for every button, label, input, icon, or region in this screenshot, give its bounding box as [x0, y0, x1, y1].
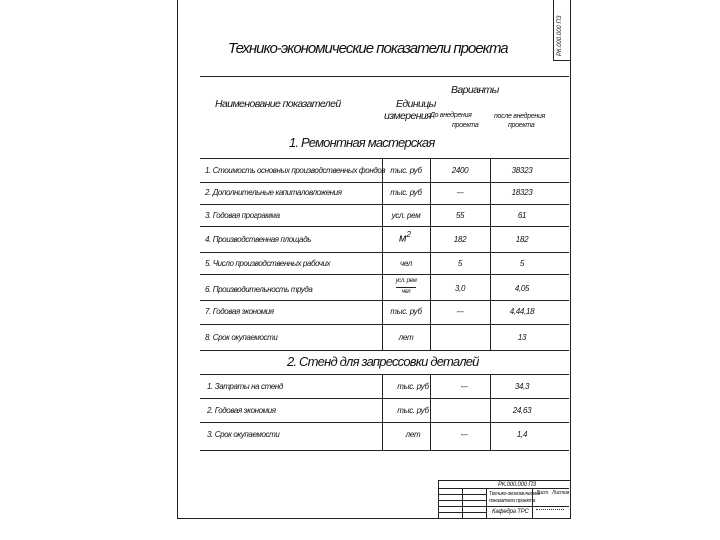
unit-fraction-bar	[396, 287, 416, 288]
row-unit: тыс. руб	[397, 382, 429, 391]
row-name: 7. Годовая экономия	[205, 307, 274, 316]
row-unit: чел	[400, 259, 412, 268]
row-before: 182	[453, 235, 467, 244]
row-before: 3,0	[454, 284, 466, 293]
row-unit: тыс. руб	[390, 166, 422, 175]
header-base-2: проекта	[452, 122, 479, 129]
table-top-border	[200, 76, 569, 77]
row-divider	[200, 422, 569, 423]
row-name: 1. Затраты на стенд	[207, 382, 283, 391]
row-after: 4,44,18	[509, 307, 535, 316]
title-block-line	[438, 506, 569, 507]
row-unit-top: усл. рем	[395, 278, 417, 284]
row-after: 34,3	[514, 382, 530, 391]
row-unit: лет	[398, 333, 414, 342]
row-after: 61	[517, 211, 527, 220]
row-before: ---	[460, 430, 468, 439]
row-name: 3. Срок окупаемости	[207, 430, 280, 439]
doc-code-vertical: РК.000.000 ПЗ	[557, 15, 563, 56]
section-title-stand: 2. Стенд для запрессовки деталей	[287, 354, 479, 369]
row-unit	[399, 230, 411, 245]
row-before: ---	[456, 307, 464, 316]
stamp-signature-marks	[536, 509, 564, 510]
row-divider	[200, 204, 569, 205]
row-unit: тыс. руб	[390, 307, 422, 316]
row-after: 24,63	[512, 406, 532, 415]
row-before: 5	[457, 259, 463, 268]
row-unit: тыс. руб	[390, 188, 422, 197]
row-name: 3. Годовая программа	[205, 211, 280, 220]
row-divider	[200, 450, 569, 451]
row-after: 18323	[511, 188, 533, 197]
row-unit: усл. рем	[391, 211, 421, 220]
row-divider	[200, 182, 569, 183]
row-after: 5	[519, 259, 525, 268]
title-block-line	[462, 488, 463, 518]
header-units-2: измерения	[384, 110, 432, 122]
row-before: 55	[455, 211, 465, 220]
row-divider	[200, 350, 569, 351]
stamp-sheets-label: Листов	[552, 490, 570, 496]
row-name: 2. Годовая экономия	[207, 406, 276, 415]
stamp-caption-1: Технико-экономические	[489, 491, 541, 497]
row-divider	[200, 158, 569, 159]
header-new-1: после внедрения	[494, 113, 545, 120]
header-variants: Варианты	[451, 84, 499, 96]
row-after: 13	[517, 333, 527, 342]
row-name: 2. Дополнительные капиталовложения	[205, 188, 342, 197]
row-name: 1. Стоимость основных производственных фондов	[205, 166, 386, 175]
row-after: 1,4	[516, 430, 528, 439]
row-unit-sup: 2	[406, 230, 411, 239]
row-after: 182	[515, 235, 529, 244]
row-before: ---	[460, 382, 468, 391]
row-before: ---	[456, 188, 464, 197]
column-separator	[490, 158, 491, 350]
row-name: 6. Производительность труда	[205, 285, 313, 294]
row-unit: лет	[405, 430, 421, 439]
row-divider	[200, 398, 569, 399]
row-unit-bottom: чел	[401, 289, 411, 295]
stamp-sheet-label: Лист	[536, 490, 549, 496]
row-after: 4,05	[514, 284, 530, 293]
header-indicator-name: Наименование показателей	[215, 98, 341, 110]
row-unit-text: м	[399, 232, 407, 245]
header-base-1: До внедрения	[430, 112, 472, 119]
row-name: 8. Срок окупаемости	[205, 333, 278, 342]
stamp-org: Кафедра ТРС	[492, 509, 529, 515]
row-name: 5. Число производственных рабочих	[205, 259, 331, 268]
column-separator	[382, 374, 383, 450]
page-title: Технико-экономические показатели проекта	[228, 40, 508, 57]
header-new-2: проекта	[508, 122, 535, 129]
row-divider	[200, 324, 569, 325]
column-separator	[382, 158, 383, 350]
title-block-line	[438, 488, 569, 489]
header-units-1: Единицы	[396, 98, 436, 110]
stamp-code: РК.000.000 ПЗ	[498, 482, 536, 488]
row-before: 2400	[451, 166, 469, 175]
stamp-caption-2: показатели проекта	[489, 498, 536, 504]
row-unit: тыс. руб	[397, 406, 429, 415]
row-after: 38323	[511, 166, 533, 175]
title-block-line	[486, 488, 487, 518]
row-divider	[200, 226, 569, 227]
row-divider	[200, 300, 569, 301]
section-title-workshop: 1. Ремонтная мастерская	[289, 135, 435, 150]
column-separator	[430, 158, 431, 350]
row-divider	[200, 252, 569, 253]
row-divider	[200, 274, 569, 275]
row-divider	[200, 374, 569, 375]
row-name: 4. Производственная площадь	[205, 235, 312, 244]
